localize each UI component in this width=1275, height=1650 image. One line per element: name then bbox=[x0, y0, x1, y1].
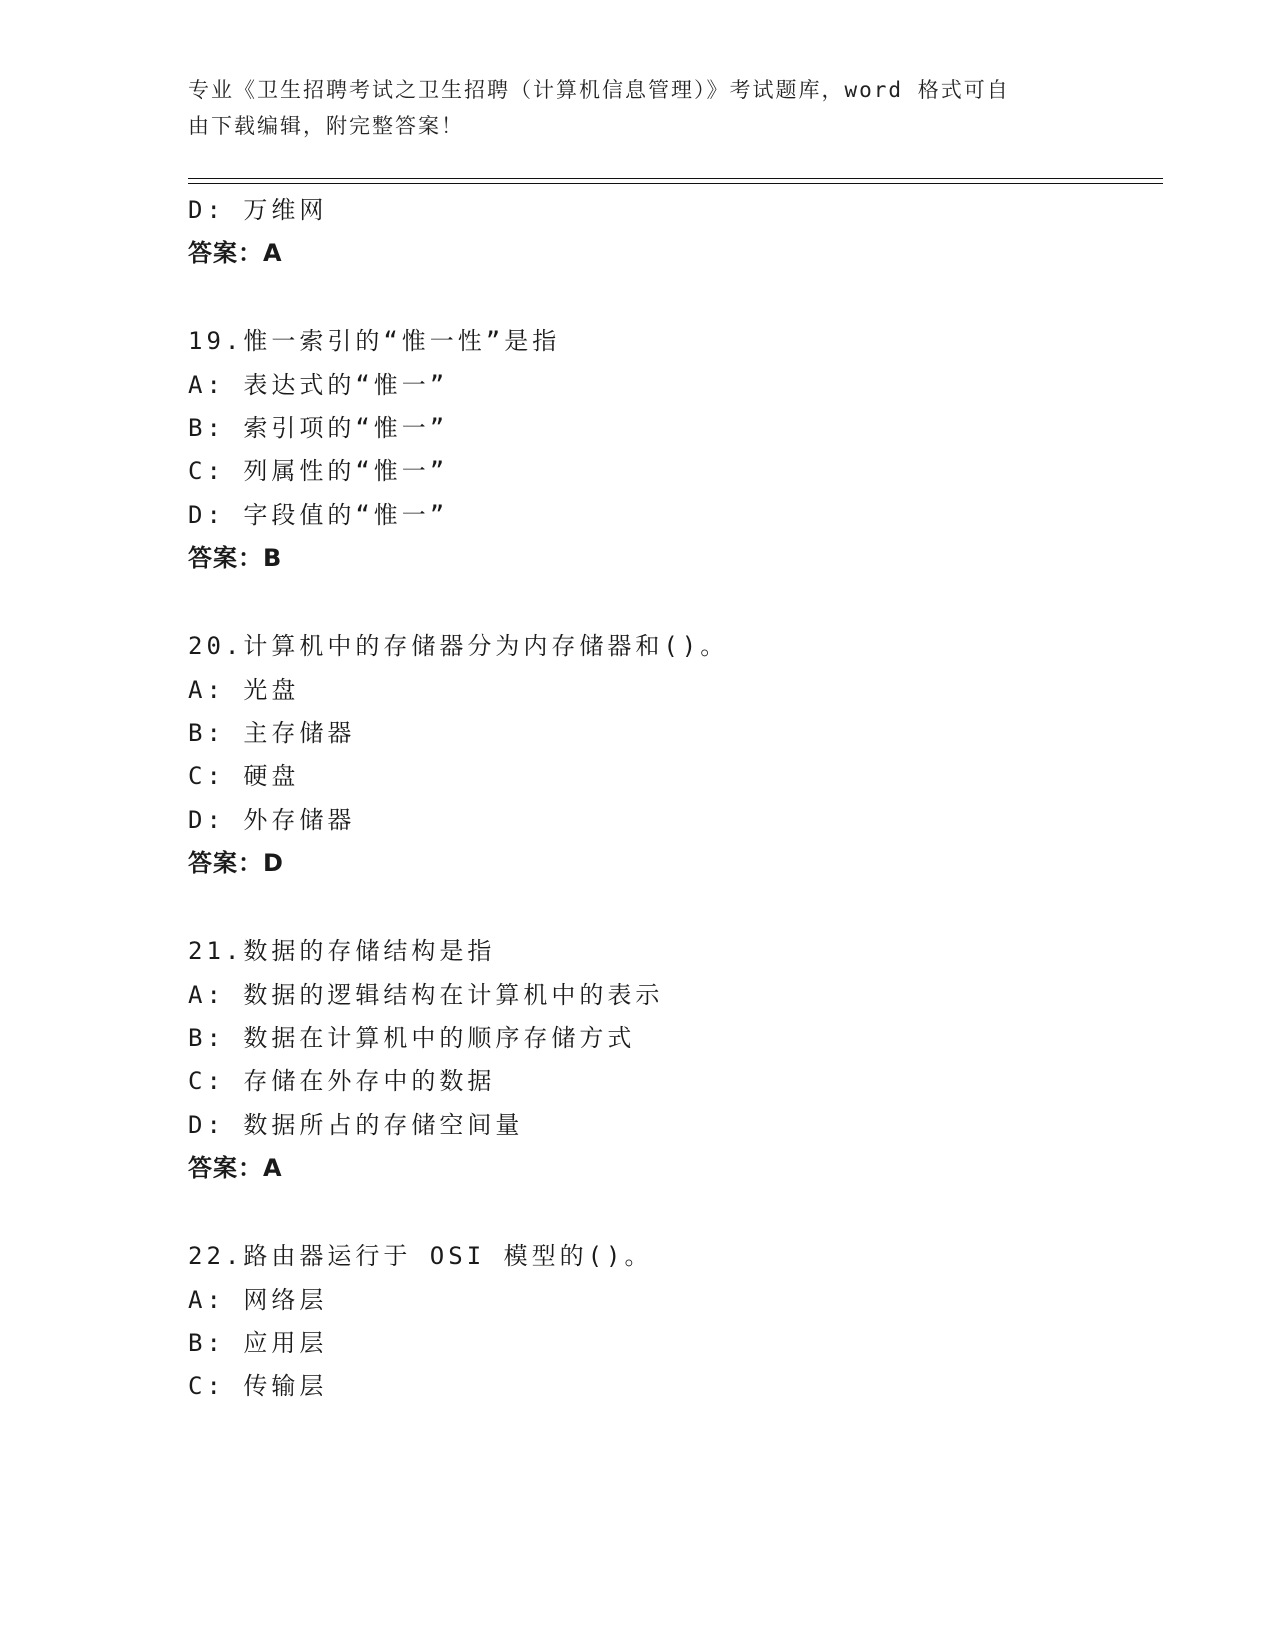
question-stem: 19.惟一索引的“惟一性”是指 bbox=[188, 327, 561, 355]
option-line: B: 主存储器 bbox=[188, 719, 356, 747]
option-line: C: 存储在外存中的数据 bbox=[188, 1067, 496, 1095]
option-line: A: 表达式的“惟一” bbox=[188, 371, 449, 399]
option-line: D: 外存储器 bbox=[188, 806, 356, 834]
option-line: B: 数据在计算机中的顺序存储方式 bbox=[188, 1024, 636, 1052]
header-divider-top bbox=[188, 178, 1163, 179]
option-line: A: 数据的逻辑结构在计算机中的表示 bbox=[188, 981, 664, 1009]
answer-line: 答案：A bbox=[188, 239, 283, 267]
option-line: C: 传输层 bbox=[188, 1372, 328, 1400]
option-line: B: 应用层 bbox=[188, 1329, 328, 1357]
question-stem: 22.路由器运行于 OSI 模型的()。 bbox=[188, 1242, 653, 1270]
option-line: B: 索引项的“惟一” bbox=[188, 414, 449, 442]
option-line: C: 列属性的“惟一” bbox=[188, 457, 449, 485]
header-divider-bottom bbox=[188, 183, 1163, 184]
header-line-1: 专业《卫生招聘考试之卫生招聘（计算机信息管理）》考试题库，word 格式可自 bbox=[188, 78, 1010, 102]
header-line-2: 由下载编辑，附完整答案！ bbox=[188, 114, 464, 138]
option-line: A: 光盘 bbox=[188, 676, 300, 704]
option-line: D: 万维网 bbox=[188, 196, 328, 224]
answer-line: 答案：A bbox=[188, 1154, 283, 1182]
option-line: A: 网络层 bbox=[188, 1286, 328, 1314]
question-stem: 21.数据的存储结构是指 bbox=[188, 937, 496, 965]
question-stem: 20.计算机中的存储器分为内存储器和()。 bbox=[188, 632, 729, 660]
answer-line: 答案：B bbox=[188, 544, 283, 572]
option-line: C: 硬盘 bbox=[188, 762, 300, 790]
option-line: D: 字段值的“惟一” bbox=[188, 501, 449, 529]
answer-line: 答案：D bbox=[188, 849, 284, 877]
option-line: D: 数据所占的存储空间量 bbox=[188, 1111, 524, 1139]
document-header bbox=[188, 72, 1088, 144]
